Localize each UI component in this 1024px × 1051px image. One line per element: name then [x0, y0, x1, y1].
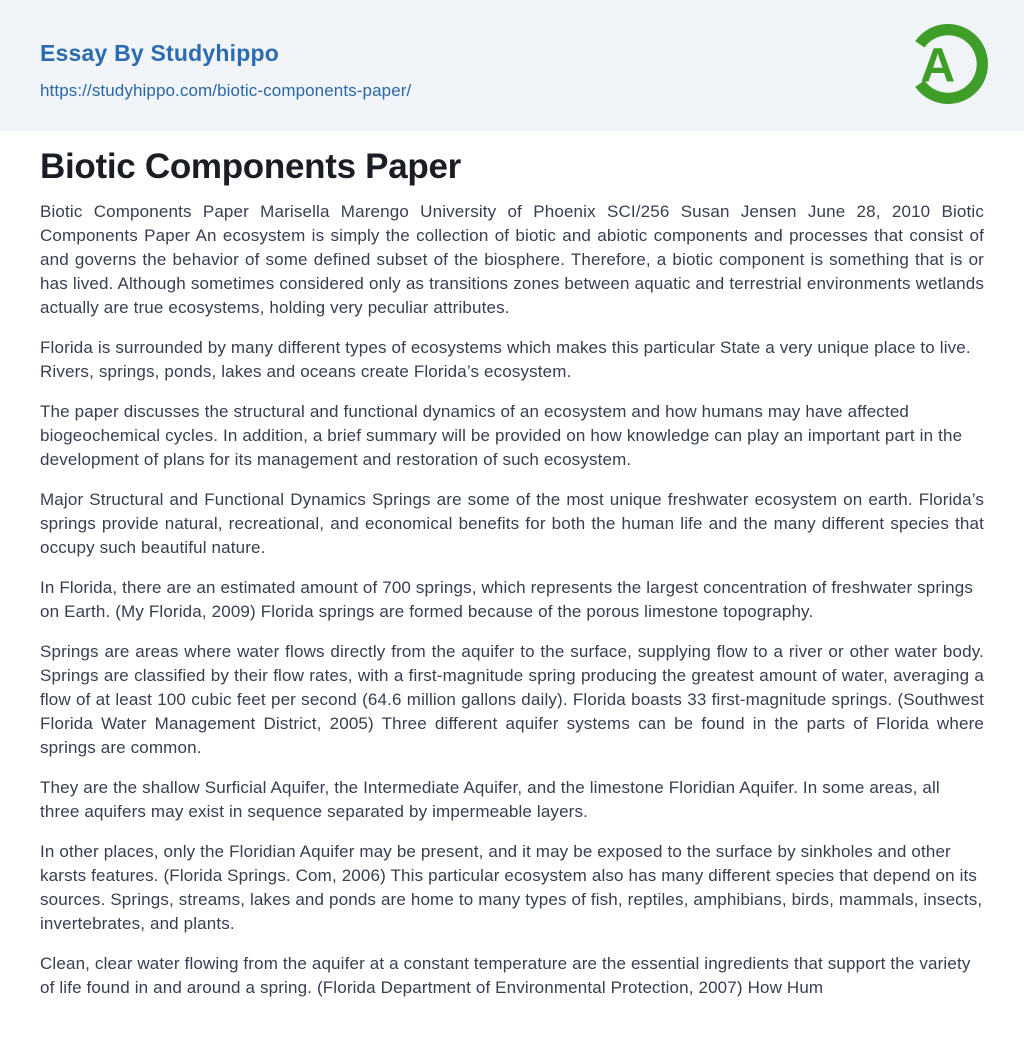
site-title: Essay By Studyhippo	[40, 40, 279, 66]
studyhippo-logo	[908, 24, 988, 104]
essay-paragraph-8: In other places, only the Floridian Aquifer may be present, and it may be exposed to the surface by sinkholes and other karsts features. (Florida Springs. Com, 2006) This particular ecosystem also has many different species that depend on its sources. Springs, streams, lakes and ponds are home to many types of fish, reptiles, amphibians, birds, mammals, insects, invertebrates, and plants.	[40, 842, 983, 933]
essay-paragraph-7: They are the shallow Surficial Aquifer, the Intermediate Aquifer, and the limestone Floridian Aquifer. In some areas, all three aquifers may exist in sequence separated by impermeable layers.	[40, 778, 940, 821]
source-url-link[interactable]: https://studyhippo.com/biotic-components-paper/	[40, 80, 412, 100]
essay-paragraph-3: The paper discusses the structural and functional dynamics of an ecosystem and how humans may have affected biogeochemical cycles. In addition, a brief summary will be provided on how knowledge can play an important part in the development of plans for its management and restoration of such ecosystem.	[40, 402, 963, 469]
open-circle-arc-icon	[908, 24, 988, 104]
essay-paragraph-6: Springs are areas where water flows directly from the aquifer to the surface, supplying flow to a river or other water body. Springs are classified by their flow rates, with a first-magnitude spring producing the greatest amount of water, averaging a flow of at least 100 cubic feet per second (64.6 million gallons daily). Florida boasts 33 first-magnitude springs. (Southwest Florida Water Management District, 2005) Three different aquifer systems can be found in the parts of Florida where springs are common.	[40, 642, 984, 757]
essay-paragraph-5: In Florida, there are an estimated amount of 700 springs, which represents the largest concentration of freshwater springs on Earth. (My Florida, 2009) Florida springs are formed because of the porous limestone topography.	[40, 578, 974, 621]
page-header	[0, 0, 1024, 131]
essay-paragraph-1: Biotic Components Paper Marisella Marengo University of Phoenix SCI/256 Susan Jensen June 28, 2010 Biotic Components Paper An ecosystem is simply the collection of biotic and abiotic components and processes that consist of and governs the behavior of some defined subset of the biosphere. Therefore, a biotic component is something that is or has lived. Although sometimes considered only as transitions zones between aquatic and terrestrial environments wetlands actually are true ecosystems, holding very peculiar attributes.	[40, 202, 984, 317]
essay-content	[0, 131, 1024, 1000]
essay-title: Biotic Components Paper	[40, 147, 461, 186]
essay-paragraph-4: Major Structural and Functional Dynamics Springs are some of the most unique freshwater ecosystem on earth. Florida’s springs provide natural, recreational, and economical benefits for both the human life and the many different species that occupy such beautiful nature.	[40, 490, 984, 557]
essay-paragraph-9: Clean, clear water flowing from the aquifer at a constant temperature are the essential ingredients that support the variety of life found in and around a spring. (Florida Department of Environmental Protection, 2007) How Hum	[40, 954, 971, 997]
essay-paragraph-2: Florida is surrounded by many different types of ecosystems which makes this particular State a very unique place to live. Rivers, springs, ponds, lakes and oceans create Florida’s ecosystem.	[40, 338, 971, 381]
logo-letter: A	[920, 38, 956, 93]
